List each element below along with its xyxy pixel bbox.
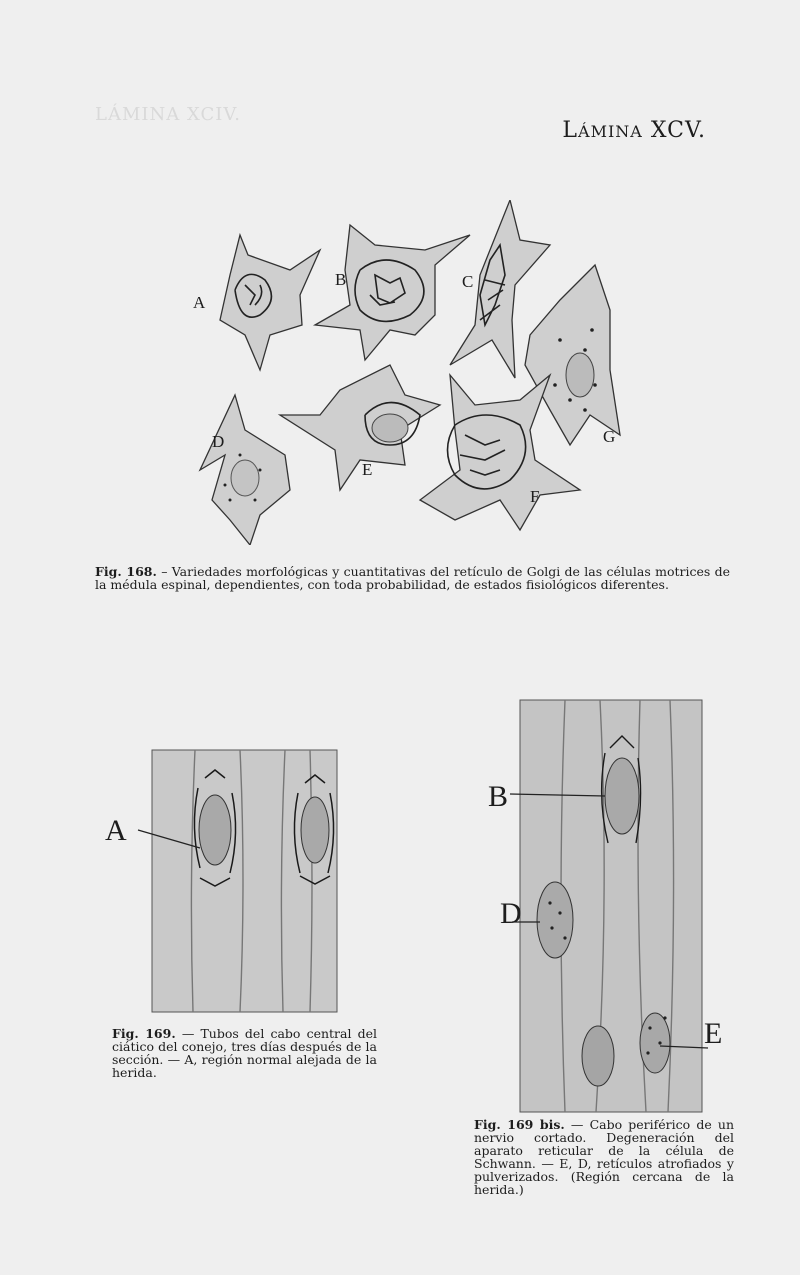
fig168-caption-label: Fig. 168. [95,564,157,579]
fig168-label-f: F [530,487,540,506]
plate-prefix: L [562,118,579,143]
fig168-caption-text: – Variedades morfológicas y cuantitativas del retículo de Golgi de las células motrices de la médula espinal, dependientes, con toda probabilidad, de estados fisiológicos diferentes. [95,564,731,592]
fig169bis-caption-text: — Cabo periférico de un nervio cortado. Degeneración del aparato reticular de la célula de Schwann. — E, D, retículos atrofiados y pulverizados. (Región cercana de la herida.) [474,1117,734,1197]
cell-b [315,225,470,360]
fig168-label-e: E [362,460,373,479]
cell-g [525,265,620,445]
fig169-caption [112,1027,377,1079]
fig168-caption [95,565,730,591]
fig169b-label-e: E [704,1017,723,1050]
figure-169-illustration [100,748,400,1018]
fig168-label-d: D [212,432,225,451]
fig169b-label-b: B [488,780,509,813]
fig169-caption-label: Fig. 169. [112,1026,176,1041]
ghost-show-through-title: LÁMINA XCIV. [95,104,241,125]
fig168-label-b: B [335,270,347,289]
plate-title [562,118,706,143]
fig169-label-a: A [105,814,127,847]
figure-169-bis-illustration [480,698,730,1118]
fig169bis-caption-label: Fig. 169 bis. [474,1117,565,1132]
fig168-label-a: A [193,293,206,312]
plate-smallcaps: ÁMINA [578,122,643,141]
plate-number: XCV. [650,118,706,143]
fig169-caption-text: — Tubos del cabo central del ciático del conejo, tres días después de la sección. — A, región normal alejada de la herida. [112,1026,378,1080]
fig168-label-g: G [603,427,616,446]
figure-168-illustration [190,200,710,545]
fig169b-label-d: D [500,897,522,930]
fig169bis-caption [474,1118,734,1196]
fig168-label-c: C [462,272,474,291]
